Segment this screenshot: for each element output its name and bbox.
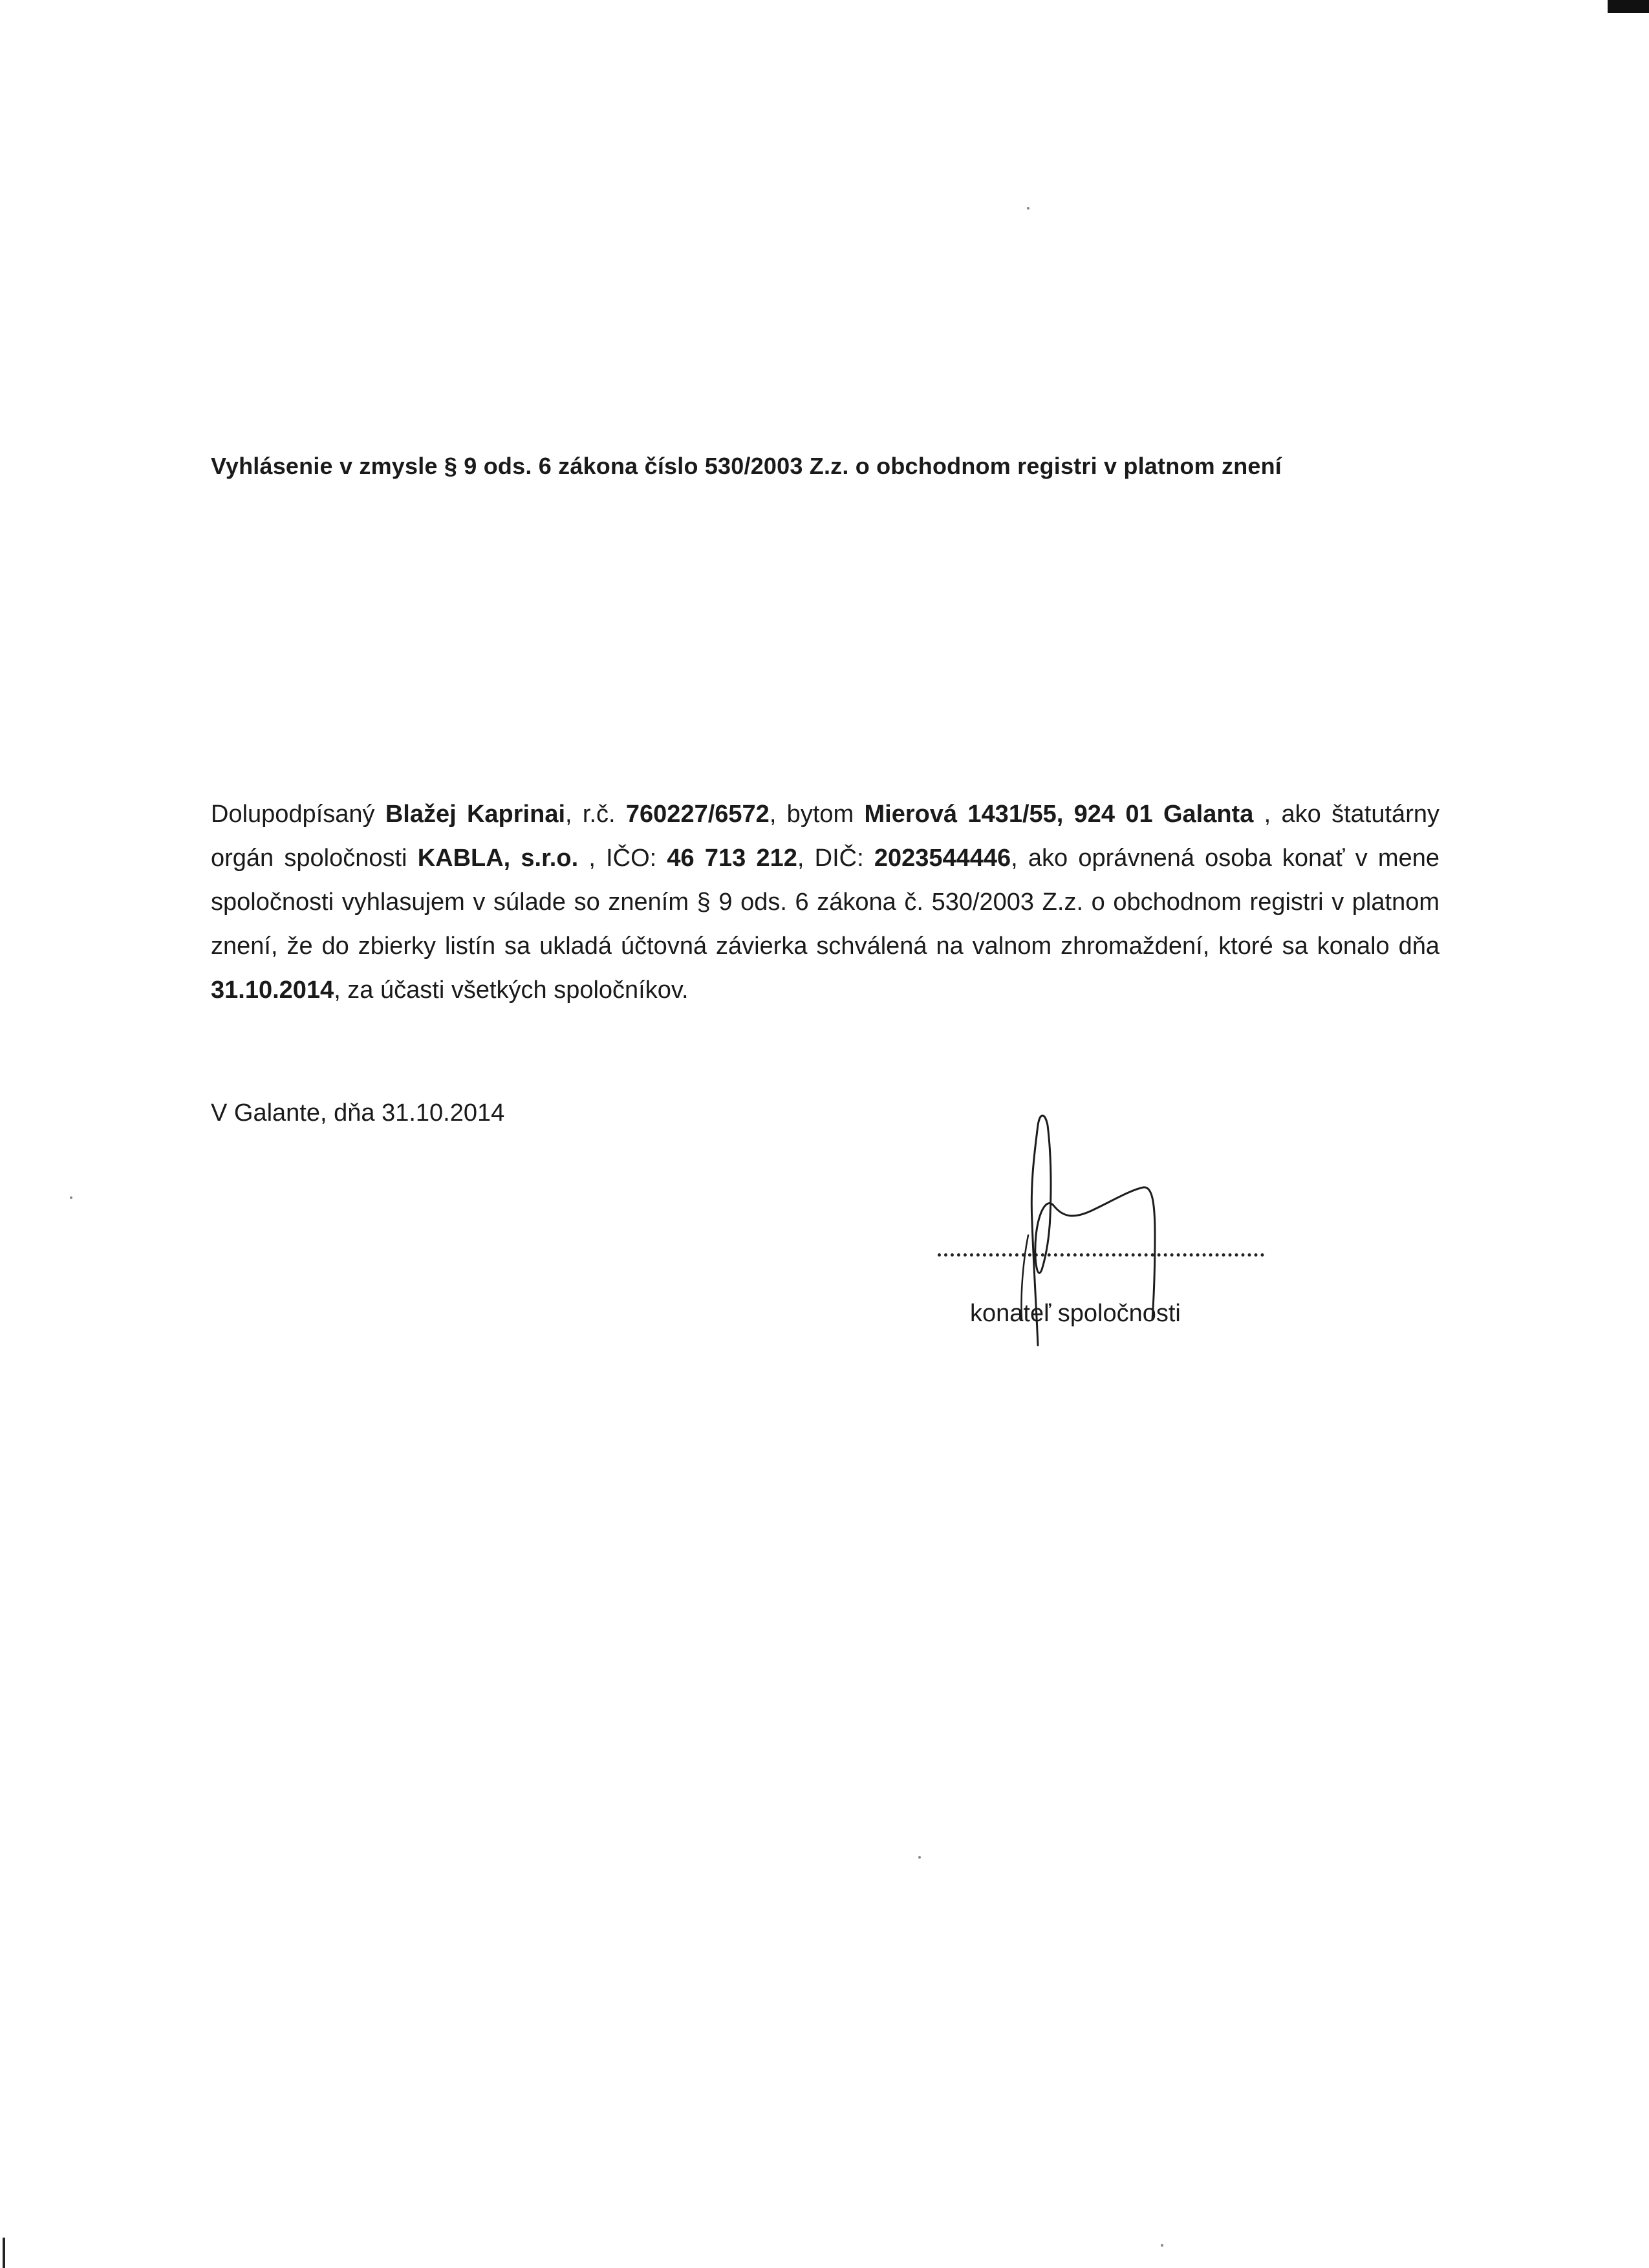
body-text-segment: , ako štatutárny orgán spoločnosti [211, 801, 1439, 872]
document-title: Vyhlásenie v zmysle § 9 ods. 6 zákona číslo 530/2003 Z.z. o obchodnom registri v platnom znení [211, 453, 1282, 479]
signature-caption: konateľ spoločnosti [970, 1300, 1181, 1327]
company-dic: 2023544446 [874, 845, 1011, 872]
declaration-paragraph [211, 792, 1439, 1012]
place-and-date: V Galante, dňa 31.10.2014 [211, 1099, 505, 1127]
body-text-segment: , bytom [769, 801, 865, 828]
meeting-date: 31.10.2014 [211, 977, 334, 1004]
scan-edge-mark [3, 2238, 5, 2268]
company-name: KABLA, s.r.o. [417, 845, 579, 872]
body-text-segment: , IČO: [578, 845, 667, 872]
birth-number: 760227/6572 [625, 801, 770, 828]
body-text-segment: , r.č. [565, 801, 626, 828]
scan-speck [918, 1856, 921, 1859]
scan-speck [70, 1196, 72, 1199]
address: Mierová 1431/55, 924 01 Galanta [864, 801, 1254, 828]
body-text-segment: , za účasti všetkých spoločníkov. [334, 977, 689, 1004]
scan-corner-mark [1608, 0, 1649, 13]
body-text-segment: , ako oprávnená osoba konať v mene spoločnosti vyhlasujem v súlade so znením § 9 ods. 6 zákona č. 530/2003 Z.z. o obchodnom registri v platnom znení, že do zbierky listín sa ukladá účtovná závierka schválená na valnom zhromaždení, ktoré sa konalo dňa [211, 845, 1439, 960]
body-text-segment: Dolupodpísaný [211, 801, 385, 828]
person-name: Blažej Kaprinai [385, 801, 566, 828]
company-ico: 46 713 212 [667, 845, 797, 872]
scan-speck [1161, 2244, 1163, 2247]
scan-speck [1027, 207, 1029, 210]
body-text-segment: , DIČ: [797, 845, 874, 872]
